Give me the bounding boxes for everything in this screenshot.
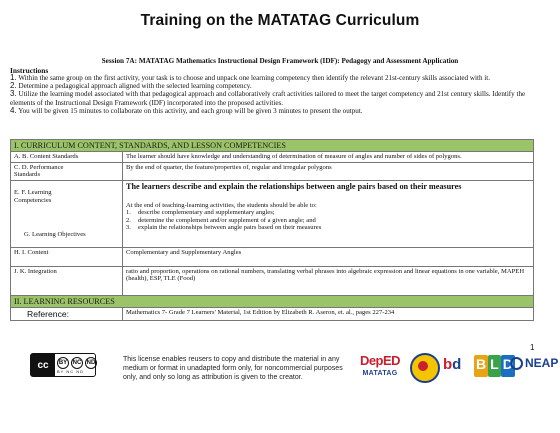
- instruction-item: 4. You will be given 15 minutes to collaborate on this activity, and each group will be given 3 minutes to present the output.: [10, 105, 363, 115]
- objective-item: 1. describe complementary and supplementary angles;: [126, 209, 275, 217]
- reference-value: Mathematics 7- Grade 7 Learners' Material, 1st Edition by Elizabeth R. Aseron, et. al., pages 227-234: [123, 308, 534, 321]
- deped-matatag-logo: [356, 353, 404, 377]
- session-title: Session 7A: MATATAG Mathematics Instructional Design Framework (IDF): Pedagogy and Assessment Application: [101, 57, 459, 65]
- document-title: Training on the MATATAG Curriculum: [140, 12, 420, 29]
- section-header-resources: II. LEARNING RESOURCES: [11, 296, 534, 308]
- bld-logo: B L D: [474, 355, 515, 377]
- matatag-wordmark: MATATAG: [362, 370, 398, 377]
- content-value: Complementary and Supplementary Angles: [123, 248, 534, 267]
- instruction-item: 1. Within the same group on the first activity, your task is to choose and unpack one learning competency then identify the relevant 21st-century skills associated with it.: [10, 73, 490, 82]
- instruction-item: 2. Determine a pedagogical approach aligned with the selected learning competency.: [10, 81, 252, 91]
- table-row: [11, 180, 534, 248]
- instruction-item: 3. Utilize the learning model associated with that pedagogical approach and collaboratively craft activities tailored to meet the target competency and 21st century skills. Identify the elements of the Instructional Design Framework (IDF) incorporated into the proposed activities.: [10, 89, 526, 107]
- license-text: This license enables reusers to copy and distribute the material in any medium or format in unadapted form only, for noncommercial purposes only, and only so long as attribution is given to the creator.: [123, 356, 343, 381]
- lesson-plan-table: [10, 139, 534, 321]
- creative-commons-badge: [30, 353, 96, 377]
- attribution-icon: BY: [57, 357, 69, 369]
- instructions-list: [10, 74, 532, 115]
- content-label: H. I. Content: [11, 248, 123, 267]
- noderivatives-icon: ND: [85, 357, 97, 369]
- objective-item: 3. explain the relationships between angle pairs based on their measures: [126, 224, 322, 232]
- neap-circle-icon: [510, 357, 523, 370]
- table-row: [11, 162, 534, 180]
- cc-icon: cc: [31, 354, 55, 376]
- table-row: [11, 248, 534, 267]
- integration-label: J. K. Integration: [11, 267, 123, 296]
- instructions-heading: Instructions: [10, 66, 49, 75]
- section-header-curriculum: I. CURRICULUM CONTENT, STANDARDS, AND LESSON COMPETENCIES: [11, 140, 534, 152]
- learning-objectives: At the end of teaching-learning activities, the students should be able to: 1. describe complementary and supplementary angles; 2. determine the complement and/or supplement of a given angle; and 3. explain the relationships between angle pairs based on their measures: [126, 202, 530, 232]
- deped-wordmark: DepED: [359, 353, 401, 368]
- neap-logo: NEAP: [510, 356, 558, 370]
- noncommercial-icon: NC: [71, 357, 83, 369]
- table-row: [11, 152, 534, 163]
- objective-item: 2. determine the complement and/or supplement of a given angle; and: [126, 216, 316, 224]
- bd-logo: bd: [443, 356, 462, 373]
- bagong-pilipinas-seal-icon: [410, 353, 440, 383]
- learning-competency-value: The learners describe and explain the relationships between angle pairs based on their measures: [126, 181, 462, 191]
- content-standards-label: A. B. Content Standards: [11, 152, 123, 163]
- integration-value: ratio and proportion, operations on rational numbers, translating verbal phrases into algebraic expression and linear equations in one variable, MAPEH (health), ESP, TLE (Food): [123, 267, 534, 296]
- page-number: 1: [530, 343, 535, 352]
- learning-objectives-label: G. Learning Objectives: [24, 231, 86, 238]
- table-row: [11, 308, 534, 321]
- content-standards-value: The learner should have knowledge and understanding of determination of measure of angles and number of sides of polygons.: [123, 152, 534, 163]
- learning-competencies-label: E. F. Learning Competencies G. Learning Objectives: [11, 180, 123, 248]
- table-row: [11, 267, 534, 296]
- performance-standards-value: By the end of quarter, the feature/properties of, regular and irregular polygons: [123, 162, 534, 180]
- reference-label: Reference:: [11, 308, 123, 321]
- cc-tags: BY NC ND: [57, 369, 85, 374]
- performance-standards-label: C. D. Performance Standards: [11, 162, 123, 180]
